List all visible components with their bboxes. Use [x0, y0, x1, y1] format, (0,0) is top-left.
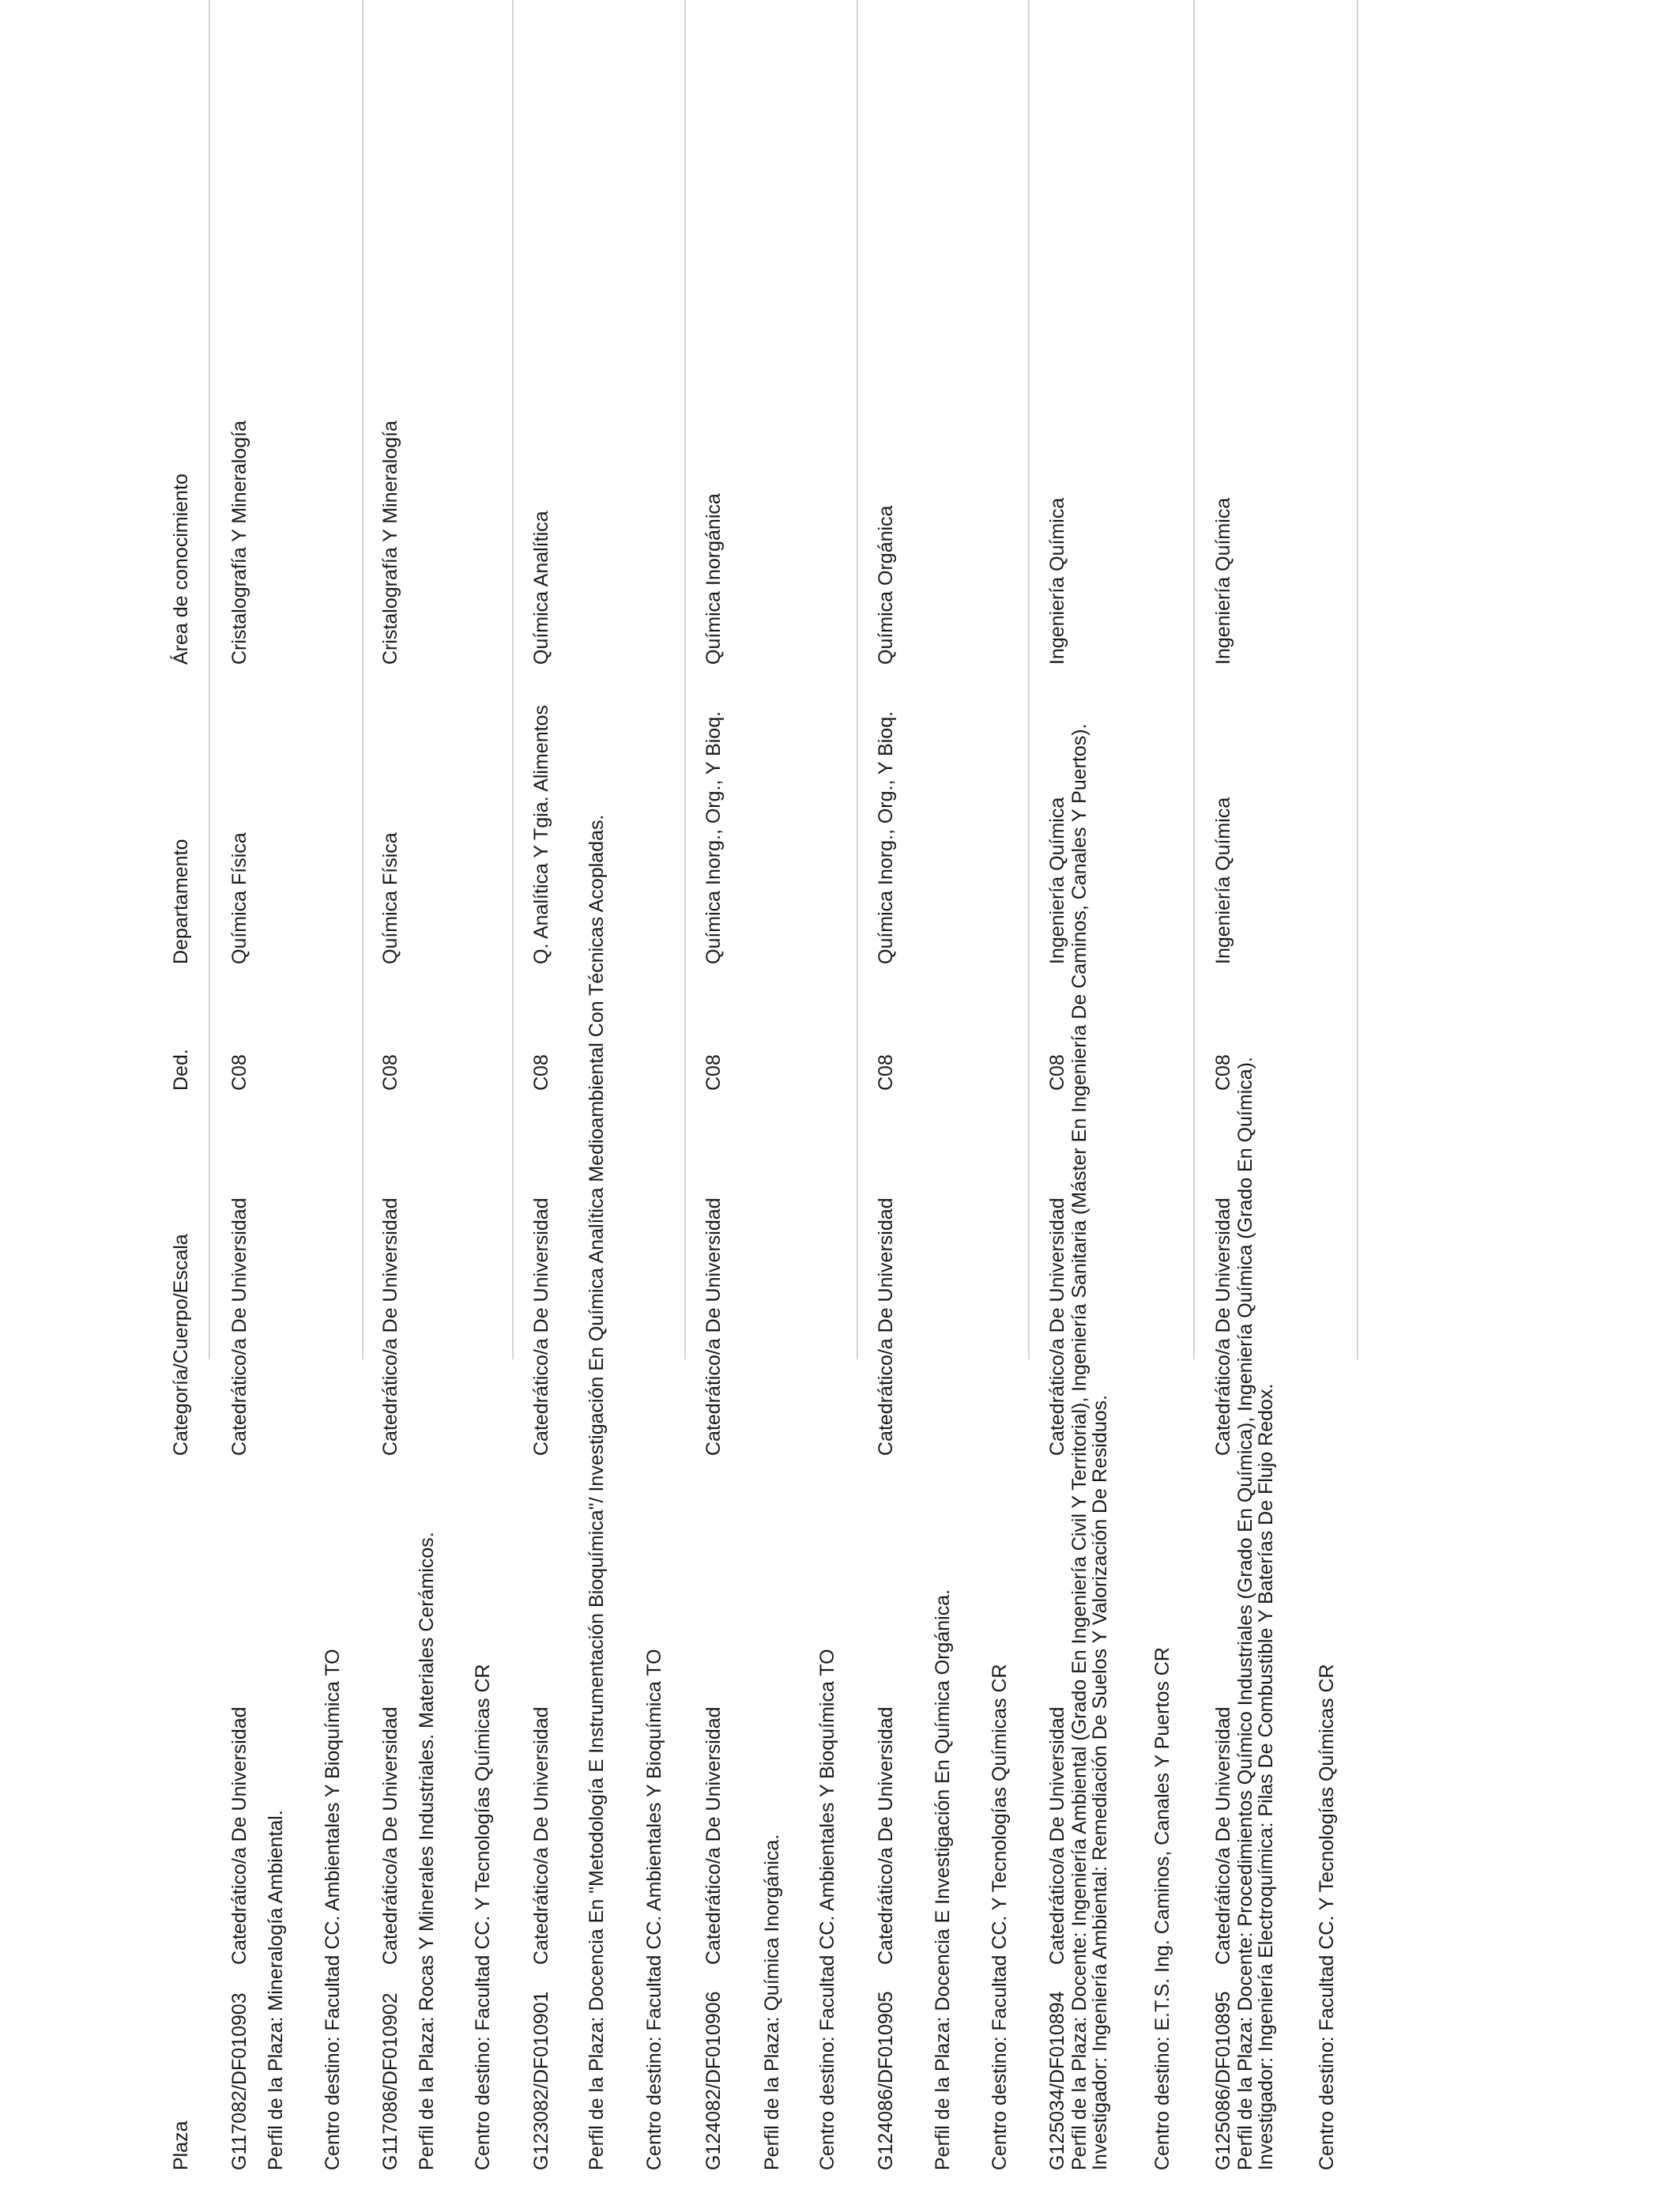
centro-destino: Centro destino: Facultad CC. Y Tecnologías Químicas CR: [1316, 1664, 1338, 2170]
plaza-code: G117086/DF010902: [379, 1992, 401, 2170]
header-departamento: Departamento: [170, 839, 192, 964]
perfil-line: Perfil de la Plaza: Rocas Y Minerales Industriales. Materiales Cerámicos.: [416, 1532, 438, 2170]
plaza-categoria: Catedrático/a De Universidad: [875, 1706, 897, 1965]
plaza-code: G125034/DF010894: [1046, 1991, 1068, 2170]
plaza-categoria: Catedrático/a De Universidad: [1046, 1706, 1068, 1965]
centro-destino: Centro destino: Facultad CC. Ambientales Y Bioquímica TO: [643, 1649, 665, 2170]
area-conocimiento: Química Analítica: [530, 511, 552, 665]
plaza-code: G124086/DF010905: [875, 1991, 897, 2170]
departamento: Química Inorg., Org., Y Bioq.: [703, 711, 725, 964]
row-separator: [857, 0, 858, 1359]
centro-destino: Centro destino: Facultad CC. Y Tecnologías Químicas CR: [989, 1664, 1011, 2170]
categoria: Catedrático/a De Universidad: [703, 1197, 725, 1456]
dedicacion: C08: [379, 1054, 401, 1091]
row-separator: [209, 0, 210, 1359]
plaza-categoria: Catedrático/a De Universidad: [1212, 1706, 1234, 1965]
plaza-code: G124082/DF010906: [703, 1991, 725, 2170]
dedicacion: C08: [703, 1054, 725, 1091]
perfil-line: Perfil de la Plaza: Docencia En "Metodología E Instrumentación Bioquímica"/ Investigación En Química Analítica Medioambiental Con Técnicas Acopladas.: [586, 814, 608, 2170]
row-separator: [684, 0, 686, 1359]
categoria: Catedrático/a De Universidad: [875, 1197, 897, 1456]
plaza-categoria: Catedrático/a De Universidad: [703, 1706, 725, 1965]
area-conocimiento: Cristalografía Y Mineralogía: [228, 420, 250, 665]
row-separator: [362, 0, 363, 1359]
centro-destino: Centro destino: Facultad CC. Ambientales Y Bioquímica TO: [816, 1649, 838, 2170]
row-separator: [1357, 0, 1358, 1359]
row-separator: [1193, 0, 1195, 1359]
perfil-line: Investigador: Ingeniería Electroquímica: Pilas De Combustible Y Baterías De Flujo Redox.: [1255, 1383, 1277, 2170]
departamento: Ingeniería Química: [1212, 797, 1234, 964]
plaza-code: G125086/DF010895: [1212, 1991, 1234, 2170]
header-categoria: Categoría/Cuerpo/Escala: [170, 1234, 192, 1456]
dedicacion: C08: [530, 1054, 552, 1091]
centro-destino: Centro destino: E.T.S. Ing. Caminos, Canales Y Puertos CR: [1151, 1647, 1173, 2170]
area-conocimiento: Ingeniería Química: [1212, 497, 1234, 665]
header-ded: Ded.: [170, 1049, 192, 1091]
departamento: Q. Analítica Y Tgia. Alimentos: [530, 705, 552, 964]
dedicacion: C08: [875, 1054, 897, 1091]
plaza-categoria: Catedrático/a De Universidad: [228, 1706, 250, 1965]
departamento: Química Inorg., Org., Y Bioq.: [875, 711, 897, 964]
plaza-code: G117082/DF010903: [228, 1992, 250, 2170]
categoria: Catedrático/a De Universidad: [1212, 1197, 1234, 1456]
perfil-line: Perfil de la Plaza: Docente: Procedimientos Químico Industriales (Grado En Química), Ingeniería Química (Grado En Química).: [1234, 1057, 1256, 2170]
departamento: Química Física: [379, 832, 401, 964]
area-conocimiento: Cristalografía Y Mineralogía: [379, 420, 401, 665]
perfil-line: Investigador: Ingeniería Ambiental: Remediación De Suelos Y Valorización De Residuos.: [1089, 1394, 1111, 2170]
dedicacion: C08: [228, 1054, 250, 1091]
departamento: Ingeniería Química: [1046, 797, 1068, 964]
categoria: Catedrático/a De Universidad: [530, 1197, 552, 1456]
perfil-line: Perfil de la Plaza: Química Inorgánica.: [761, 1834, 783, 2170]
plaza-code: G123082/DF010901: [530, 1991, 552, 2170]
dedicacion: C08: [1046, 1054, 1068, 1091]
perfil-line: Perfil de la Plaza: Mineralogía Ambiental.: [265, 1810, 287, 2170]
plaza-categoria: Catedrático/a De Universidad: [379, 1706, 401, 1965]
centro-destino: Centro destino: Facultad CC. Ambientales Y Bioquímica TO: [322, 1649, 344, 2170]
area-conocimiento: Química Orgánica: [875, 505, 897, 665]
row-separator: [1028, 0, 1030, 1359]
area-conocimiento: Química Inorgánica: [703, 493, 725, 665]
plaza-categoria: Catedrático/a De Universidad: [530, 1706, 552, 1965]
header-area: Área de conocimiento: [170, 473, 192, 665]
perfil-line: Perfil de la Plaza: Docente: Ingeniería Ambiental (Grado En Ingeniería Civil Y Territorial), Ingeniería Sanitaria (Máster En Ingeniería De Caminos, Canales Y Puertos).: [1068, 723, 1090, 2170]
row-separator: [512, 0, 514, 1359]
area-conocimiento: Ingeniería Química: [1046, 497, 1068, 665]
categoria: Catedrático/a De Universidad: [228, 1197, 250, 1456]
centro-destino: Centro destino: Facultad CC. Y Tecnologías Químicas CR: [472, 1664, 494, 2170]
categoria: Catedrático/a De Universidad: [1046, 1197, 1068, 1456]
perfil-line: Perfil de la Plaza: Docencia E Investigación En Química Orgánica.: [932, 1589, 954, 2170]
categoria: Catedrático/a De Universidad: [379, 1197, 401, 1456]
departamento: Química Física: [228, 832, 250, 964]
header-plaza: Plaza: [170, 2120, 192, 2170]
dedicacion: C08: [1212, 1054, 1234, 1091]
